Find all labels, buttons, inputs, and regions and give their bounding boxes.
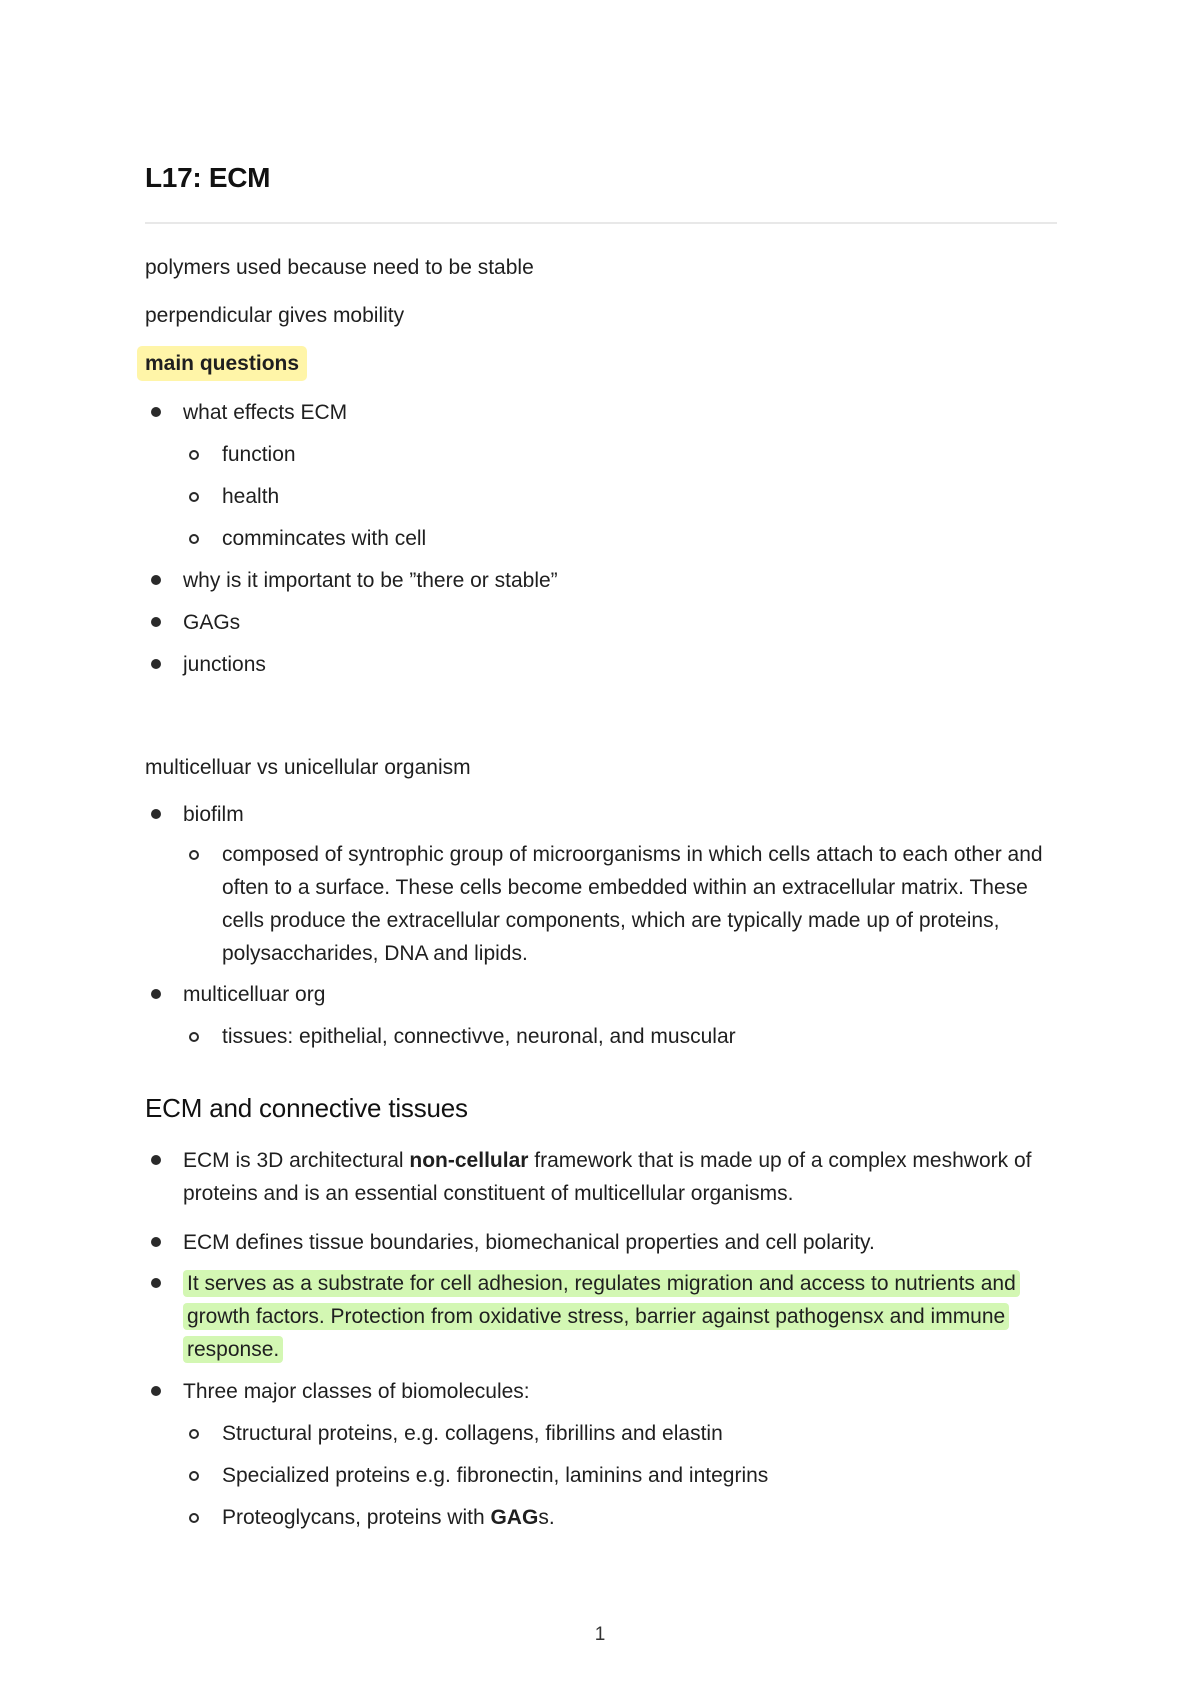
list-item-biomolecules [183, 1375, 1057, 1408]
sub-list-item-proteoglycans [222, 1501, 1057, 1534]
bullet-icon [151, 659, 161, 669]
sub-list-item [222, 522, 1057, 555]
circle-bullet-icon [189, 850, 199, 860]
intro-line-1: polymers used because need to be stable [145, 256, 534, 279]
bullet-icon [151, 989, 161, 999]
list-item-biofilm [183, 798, 1057, 831]
list-item-text: what effects ECM [183, 401, 348, 424]
sub-list-item [222, 438, 1057, 471]
text-segment: framework that is made up of a complex meshwork of proteins and is an essential constituent of multicellular organisms. [183, 1149, 1032, 1205]
list-item-text: multicelluar org [183, 983, 326, 1006]
bullet-icon [151, 575, 161, 585]
sub-list-item-tissues [222, 1020, 1057, 1053]
page-title: L17: ECM [145, 162, 271, 193]
circle-bullet-icon [189, 450, 199, 460]
list-item-q2 [183, 564, 1057, 597]
list-item-ecm-boundaries [183, 1226, 1057, 1259]
list-item-multicellular-org [183, 978, 1057, 1011]
circle-bullet-icon [189, 1429, 199, 1439]
bullet-icon [151, 1386, 161, 1396]
main-questions-highlight: main questions [137, 346, 307, 381]
sub-list-item-specialized [222, 1459, 1057, 1492]
list-item-q4 [183, 648, 1057, 681]
main-questions-label [145, 350, 307, 378]
bold-term: GAG [490, 1506, 539, 1529]
multicell-heading: multicelluar vs unicellular organism [145, 756, 471, 779]
list-item-text: Specialized proteins e.g. fibronectin, laminins and integrins [222, 1464, 769, 1487]
list-item-text [183, 1149, 1031, 1205]
list-item-ecm-substrate [183, 1267, 1057, 1366]
list-item-text [222, 1506, 555, 1529]
section-heading-ecm: ECM and connective tissues [145, 1093, 468, 1123]
list-item-text: why is it important to be ”there or stable” [183, 569, 558, 592]
circle-bullet-icon [189, 534, 199, 544]
list-item-text: composed of syntrophic group of microorganisms in which cells attach to each other and often to a surface. These cells become embedded within an extracellular matrix. These cells produce the extracellular components, which are typically made up of proteins, polysaccharides, DNA and lipids. [222, 843, 1043, 965]
sub-list-item-structural [222, 1417, 1057, 1450]
list-item-text: commincates with cell [222, 527, 427, 550]
intro-line-2: perpendicular gives mobility [145, 304, 405, 327]
list-item-text: Three major classes of biomolecules: [183, 1380, 530, 1403]
text-segment: Proteoglycans, proteins with [222, 1506, 491, 1529]
circle-bullet-icon [189, 1471, 199, 1481]
list-item-text: junctions [183, 653, 266, 676]
bullet-icon [151, 617, 161, 627]
circle-bullet-icon [189, 1032, 199, 1042]
green-highlight-text: It serves as a substrate for cell adhesion, regulates migration and access to nutrients and growth factors. Protection from oxidative stress, barrier against pathogensx and immune response. [183, 1270, 1020, 1363]
list-item-q1 [183, 396, 1057, 429]
bullet-icon [151, 809, 161, 819]
list-item-ecm-def [183, 1144, 1057, 1210]
bullet-icon [151, 1237, 161, 1247]
text-segment: s. [538, 1506, 555, 1529]
bold-term: non-cellular [409, 1149, 529, 1172]
list-item-text: ECM defines tissue boundaries, biomechanical properties and cell polarity. [183, 1231, 875, 1254]
text-segment: ECM is 3D architectural [183, 1149, 410, 1172]
list-item-text: function [222, 443, 296, 466]
bullet-icon [151, 1155, 161, 1165]
bullet-icon [151, 407, 161, 417]
sub-list-item [222, 480, 1057, 513]
title-divider [145, 222, 1057, 224]
list-item-text: GAGs [183, 611, 241, 634]
list-item-text: biofilm [183, 803, 244, 826]
list-item-text: health [222, 485, 280, 508]
bullet-icon [151, 1278, 161, 1288]
list-item-text: Structural proteins, e.g. collagens, fibrillins and elastin [222, 1422, 723, 1445]
circle-bullet-icon [189, 1513, 199, 1523]
list-item-text: tissues: epithelial, connectivve, neuronal, and muscular [222, 1025, 736, 1048]
sub-list-item-biofilm-desc [222, 838, 1057, 970]
list-item-q3 [183, 606, 1057, 639]
page-number: 1 [594, 1624, 606, 1645]
circle-bullet-icon [189, 492, 199, 502]
